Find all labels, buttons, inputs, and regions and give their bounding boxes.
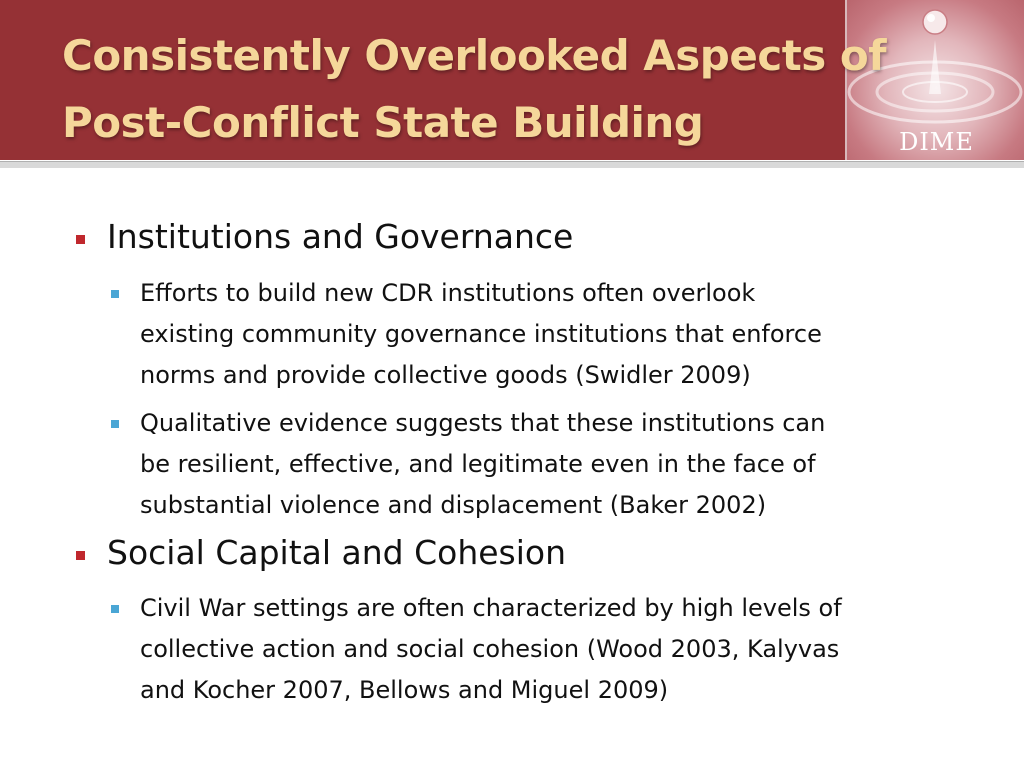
bullet-text-line: be resilient, effective, and legitimate even in the face of [140, 450, 816, 478]
bullet-text-line: existing community governance institutions that enforce [140, 320, 822, 348]
sub-bullet-square-icon [111, 605, 119, 613]
section-heading: Social Capital and Cohesion [107, 533, 567, 572]
bullet-text-line: collective action and social cohesion (Wood 2003, Kalyvas [140, 635, 840, 663]
bullet-text-line: Civil War settings are often characterized by high levels of [140, 594, 842, 622]
slide-title-line-2: Post-Conflict State Building [62, 98, 704, 147]
bullet-square-icon [76, 551, 85, 560]
bullet-text [140, 588, 970, 711]
bullet-text-line: and Kocher 2007, Bellows and Miguel 2009) [140, 676, 669, 704]
bullet-text-line: Qualitative evidence suggests that these institutions can [140, 409, 826, 437]
slide-title-line-1: Consistently Overlooked Aspects of [62, 31, 887, 80]
bullet-text-line: norms and provide collective goods (Swidler 2009) [140, 361, 751, 389]
bullet-text-line: substantial violence and displacement (Baker 2002) [140, 491, 767, 519]
bullet-text [140, 273, 970, 396]
bullet-square-icon [76, 235, 85, 244]
logo-text: DIME [899, 128, 974, 156]
section-heading: Institutions and Governance [107, 217, 574, 256]
slide-title [62, 22, 962, 156]
header-divider [0, 161, 1024, 168]
sub-bullet-square-icon [111, 290, 119, 298]
sub-bullet-square-icon [111, 420, 119, 428]
bullet-text [140, 403, 970, 526]
bullet-text-line: Efforts to build new CDR institutions often overlook [140, 279, 756, 307]
